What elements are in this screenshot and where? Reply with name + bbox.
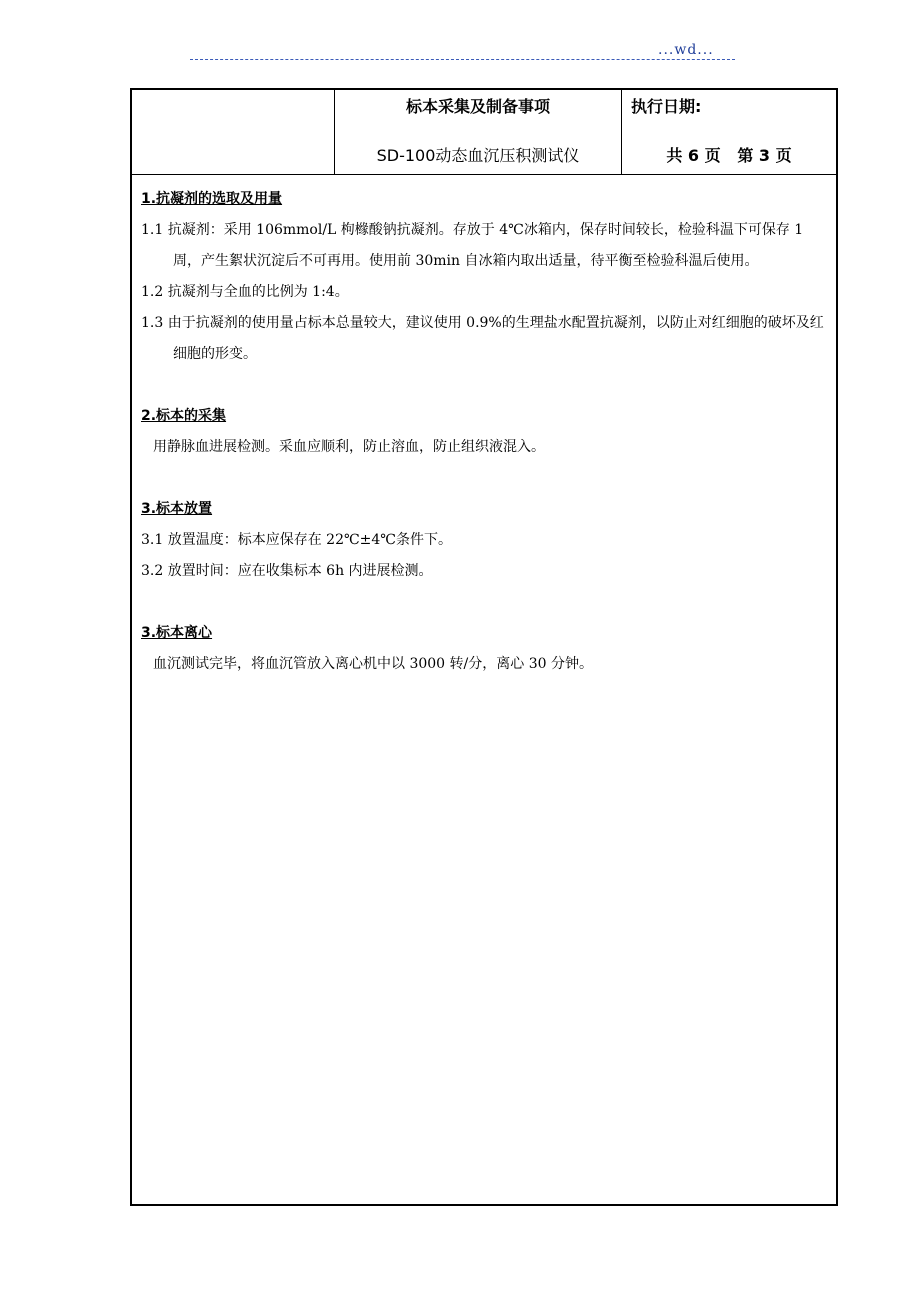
section-title-centrifuge: 3.标本离心 <box>141 625 213 641</box>
document-frame <box>130 88 838 1206</box>
paragraph-1-1: 1.1 抗凝剂：采用 106mmol/L 枸橼酸钠抗凝剂。存放于 4℃冰箱内，保存时间较长，检验科温下可保存 1 周，产生絮状沉淀后不可再用。使用前 30min 自冰箱内取出适量，待平衡至检验科温后使用。 <box>141 222 804 269</box>
paragraph-1-2: 1.2 抗凝剂与全血的比例为 1:4。 <box>141 284 349 300</box>
page-count: 共 6 页 第 3 页 <box>666 146 792 165</box>
paragraph-3-2: 3.2 放置时间：应在收集标本 6h 内进展检测。 <box>141 563 433 579</box>
header-dashed-line <box>190 59 735 60</box>
spacer <box>141 463 833 494</box>
device-name: SD-100动态血沉压积测试仪 <box>376 146 580 165</box>
paragraph-3-1: 3.1 放置温度：标本应保存在 22℃±4℃条件下。 <box>141 532 452 548</box>
header-divider <box>132 174 836 175</box>
paragraph-4: 血沉测试完毕，将血沉管放入离心机中以 3000 转/分，离心 30 分钟。 <box>153 656 593 672</box>
meta-cell <box>622 90 836 174</box>
header-watermark: ...wd... <box>658 42 714 58</box>
section-title-collection: 2.标本的采集 <box>141 408 227 424</box>
blank-cell <box>132 90 335 174</box>
spacer <box>141 587 833 618</box>
paragraph-2: 用静脉血进展检测。采血应顺利，防止溶血，防止组织液混入。 <box>153 439 545 455</box>
title-cell <box>335 90 622 174</box>
section-title-storage: 3.标本放置 <box>141 501 213 517</box>
paragraph-1-3: 1.3 由于抗凝剂的使用量占标本总量较大，建议使用 0.9%的生理盐水配置抗凝剂，以防止对红细胞的破坏及红细胞的形变。 <box>141 315 824 362</box>
section-title-anticoagulant: 1.抗凝剂的选取及用量 <box>141 191 283 207</box>
document-body <box>141 184 833 680</box>
document-title: 标本采集及制备事项 <box>405 97 550 116</box>
spacer <box>141 370 833 401</box>
exec-date-label: 执行日期: <box>631 97 702 116</box>
